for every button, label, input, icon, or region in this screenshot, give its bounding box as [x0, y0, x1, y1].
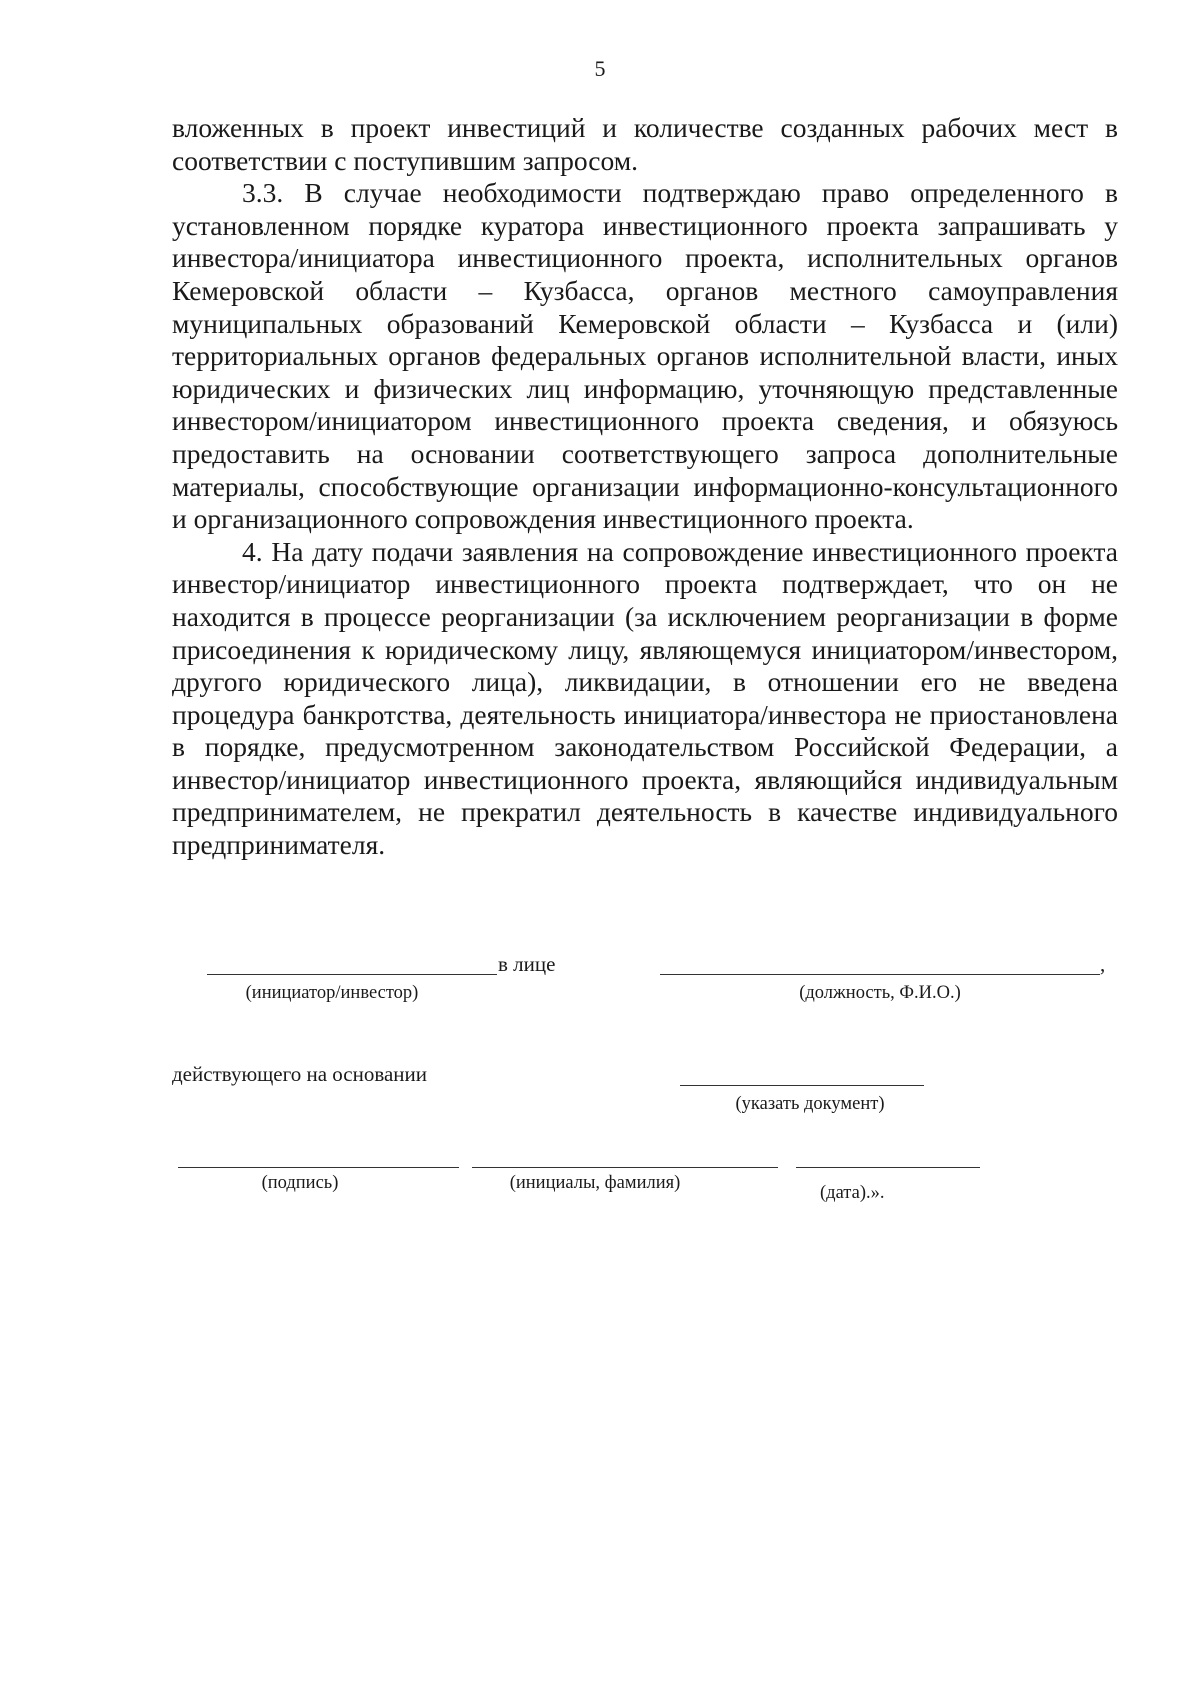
acting-basis-label: действующего на основании	[172, 1062, 428, 1086]
initiator-caption: (инициатор/инвестор)	[245, 983, 419, 1003]
trailing-comma: ,	[1100, 952, 1106, 976]
page-number: 5	[594, 56, 606, 81]
paragraph-3-3: 3.3. В случае необходимости подтверждаю право определенного в установленном порядке куратора инвестиционного проекта запрашивать у инвестора/инициатора инвестиционного проекта, исполнительных органов Кемеровской области – Кузбасса, органов местного самоуправления муниципальных образований Кемеровской области – Кузбасса и (или) территориальных органов федеральных органов исполнительной власти, иных юридических и физических лиц информацию, уточняющую представленные инвестором/инициатором инвестиционного проекта сведения, и обязуюсь предоставить на основании соответствующего запроса дополнительные материалы, способствующие организации информационно-консультационного и организационного сопровождения инвестиционного проекта.	[172, 177, 1118, 535]
position-caption: (должность, Ф.И.О.)	[799, 983, 961, 1003]
position-blank-line	[660, 974, 1100, 975]
initiator-blank-line	[207, 974, 497, 975]
date-blank-line	[796, 1167, 980, 1168]
document-blank-line	[680, 1085, 924, 1086]
paragraph-continuation: вложенных в проект инвестиций и количестве созданных рабочих мест в соответствии с поступившим запросом.	[172, 112, 1118, 176]
initials-caption: (инициалы, фамилия)	[509, 1173, 681, 1193]
paragraph-4: 4. На дату подачи заявления на сопровождение инвестиционного проекта инвестор/инициатор инвестиционного проекта подтверждает, что он не находится в процессе реорганизации (за исключением реорганизации в форме присоединения к юридическому лицу, являющемуся инициатором/инвестором, другого юридического лица), ликвидации, в отношении его не введена процедура банкротства, деятельность инициатора/инвестора не приостановлена в порядке, предусмотренном законодательством Российской Федерации, а инвестор/инициатор инвестиционного проекта, являющийся индивидуальным предпринимателем, не прекратил деятельность в качестве индивидуального предпринимателя.	[172, 535, 1118, 861]
document-caption: (указать документ)	[735, 1094, 885, 1114]
date-caption: (дата).».	[820, 1183, 885, 1203]
initials-blank-line	[472, 1167, 778, 1168]
in-person-label: в лице	[498, 952, 556, 976]
signature-caption: (подпись)	[261, 1173, 339, 1193]
signature-blank-line	[178, 1167, 459, 1168]
document-body	[172, 112, 1118, 862]
